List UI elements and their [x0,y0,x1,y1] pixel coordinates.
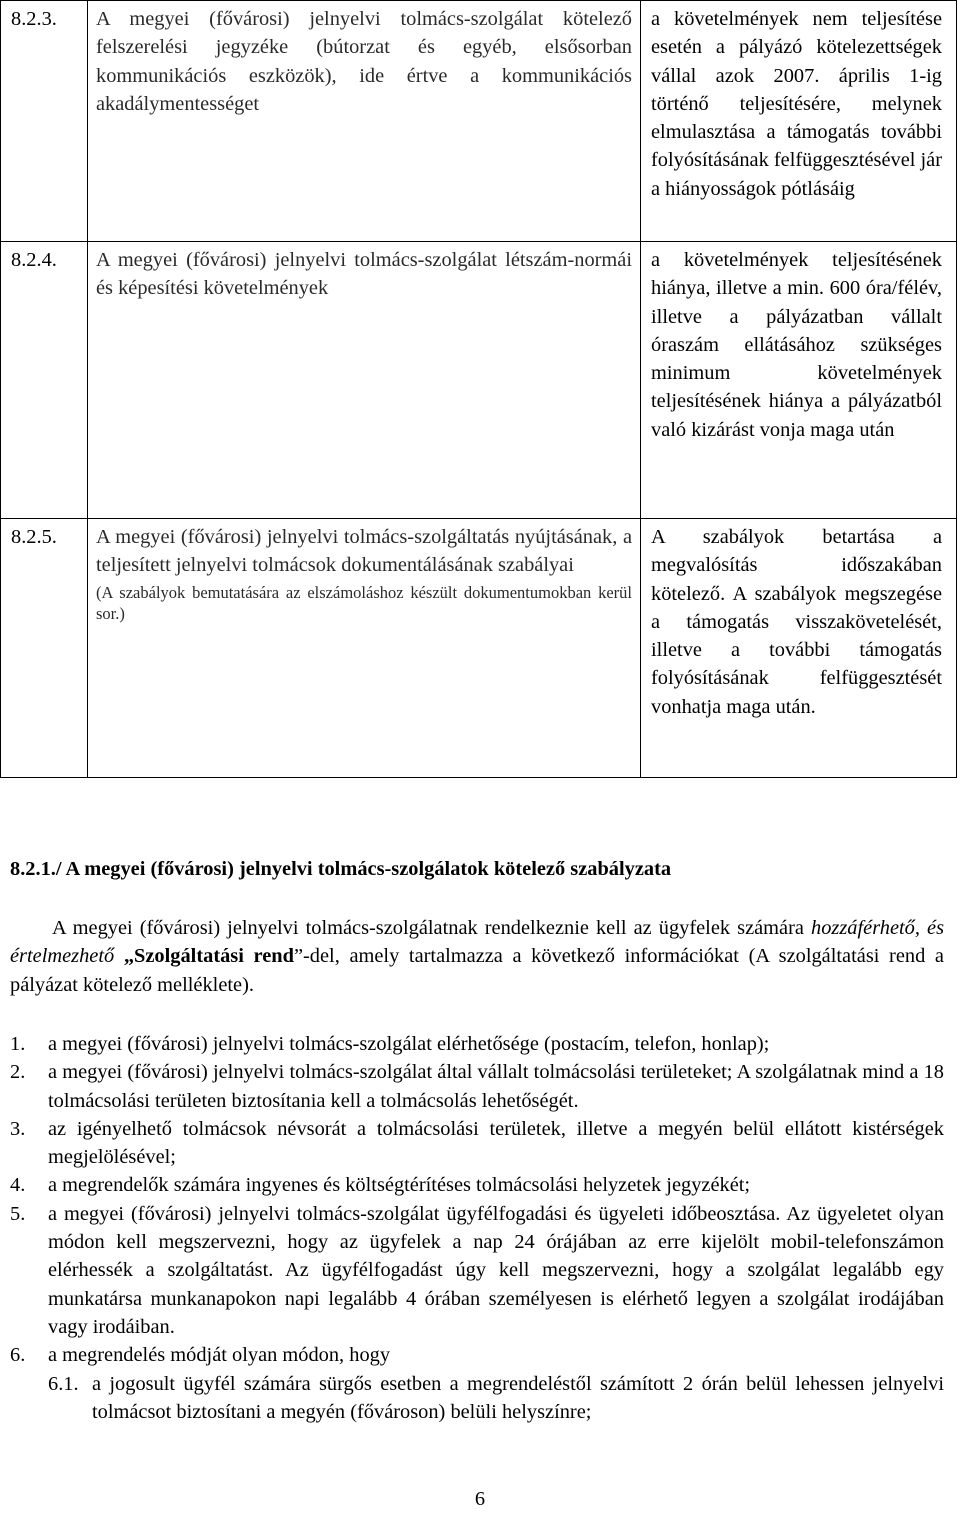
section-title: 8.2.1./ A megyei (fővárosi) jelnyelvi tolmács-szolgálatok kötelező szabályzata [10,858,672,880]
row-condition: a követelmények nem teljesítése esetén a pályázó kötelezettségek vállal azok 2007. április 1-ig történő teljesítésére, melynek elmulasztása a támogatás további folyósításának felfüggesztésével jár a hiányosságok pótlásáig [641,1,957,242]
description-text: A megyei (fővárosi) jelnyelvi tolmács-szolgáltatás nyújtásának, a teljesített jelnyelvi tolmácsok dokumentálásának szabályai [96,526,632,577]
list-item-number: 4. [10,1174,26,1197]
row-condition: a követelmények teljesítésének hiánya, illetve a min. 600 óra/félév, illetve a pályázatban vállalt óraszám ellátásához szükséges minimum követelmények teljesítésének hiánya a pályázatból való kizárást vonja maga után [641,242,957,519]
list-item [10,1341,944,1426]
intro-italic-text: hozzáférhető, és értelmezhető [10,917,944,968]
sublist-item-number: 6.1. [48,1372,79,1395]
sublist-item-text: a jogosult ügyfél számára sürgős esetben a megrendeléstől számított 2 órán belül lehessen jelnyelvi tolmácsot biztosítani a megyén (fővároson) belüli helyszínre; [92,1372,944,1423]
intro-paragraph [10,914,944,999]
list-item-number: 3. [10,1117,26,1140]
intro-text-end: ”-del, amely tartalmazza a következő információkat (A szolgáltatási rend a pályázat kötelező melléklete). [10,945,944,996]
row-description [88,519,641,778]
table-row [1,519,957,778]
page-number: 6 [474,1488,486,1510]
list-item-number: 1. [10,1033,26,1055]
list-item-text: az igényelhető tolmácsok névsorát a tolmácsolási területek, illetve a megyén belül ellátott kistérségek megjelölésével; [48,1117,944,1169]
description-text: A megyei (fővárosi) jelnyelvi tolmács-szolgálat kötelező felszerelési jegyzéke (bútorzat és egyéb, elsősorban kommunikációs eszközök), ide értve a kommunikációs akadálymentességet [96,8,632,115]
table-row [1,1,957,242]
row-description [88,242,641,519]
list-item-number: 6. [10,1344,26,1367]
list-item [10,1030,944,1058]
list-item [10,1200,944,1341]
list-item-text: a megrendelés módját olyan módon, hogy [48,1344,391,1367]
list-item [10,1058,944,1115]
intro-text-start: A megyei (fővárosi) jelnyelvi tolmács-szolgálatnak rendelkeznie kell az ügyfelek számára [52,917,804,939]
list-item-text: a megrendelők számára ingyenes és költségtérítéses tolmácsolási helyzetek jegyzékét; [48,1174,751,1197]
row-number: 8.2.5. [1,519,88,778]
rules-list [10,1030,944,1426]
list-item-text: a megyei (fővárosi) jelnyelvi tolmács-szolgálat ügyfélfogadási és ügyeleti időbeosztása. Az ügyeletet olyan módon kell megszervezni, hogy az ügyfelek a nap 24 órájában az erre kijelölt mobil-telefonszámon elérhessék a szolgáltatást. Az ügyfélfogadást úgy kell megszervezni, hogy a szolgálat legalább egy munkatársa munkanapokon napi legalább 4 órában személyesen is elérhető legyen a szolgálat irodájában vagy irodáiban. [48,1202,944,1338]
intro-bold-term: „Szolgáltatási rend [123,945,294,968]
row-condition: A szabályok betartása a megvalósítás időszakában kötelező. A szabályok megszegése a támogatás visszakövetelését, illetve a további támogatás folyósításának felfüggesztését vonhatja maga után. [641,519,957,778]
row-description [88,1,641,242]
description-text: A megyei (fővárosi) jelnyelvi tolmács-szolgálat létszám-normái és képesítési követelmények [96,249,632,300]
list-item-text: a megyei (fővárosi) jelnyelvi tolmács-szolgálat által vállalt tolmácsolási területeket; A szolgálatnak mind a 18 tolmácsolási területen biztosítania kell a tolmácsolás lehetőségét. [48,1061,944,1112]
sublist-item [48,1370,944,1427]
list-item [10,1171,944,1199]
row-number: 8.2.4. [1,242,88,519]
row-number: 8.2.3. [1,1,88,242]
list-item-text: a megyei (fővárosi) jelnyelvi tolmács-szolgálat elérhetősége (postacím, telefon, honlap); [48,1033,770,1055]
description-note: (A szabályok bemutatására az elszámoláshoz készült dokumentumokban kerül sor.) [96,582,632,623]
list-item-number: 2. [10,1061,26,1084]
table-row [1,242,957,519]
list-item [10,1115,944,1172]
list-item-number: 5. [10,1202,26,1225]
